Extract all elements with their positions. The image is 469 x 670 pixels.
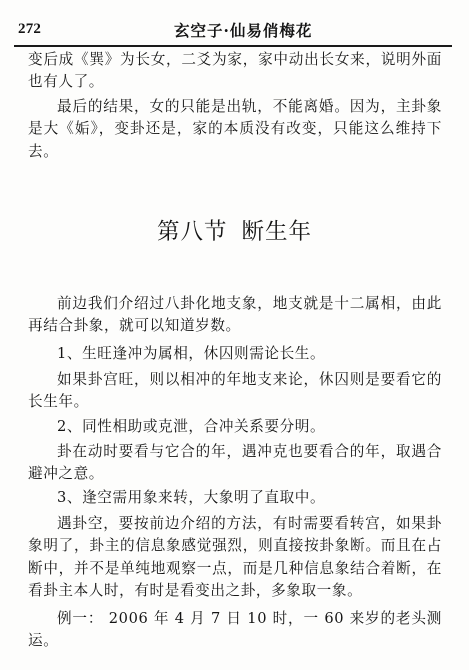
- section-title: 断生年: [241, 219, 313, 245]
- rule-3-explanation: 遇卦空，要按前边介绍的方法，有时需要看转宫，如果卦象明了，卦主的信息象感觉强烈，则直接按卦象断。而且在占断中，并不是单纯地观察一点，而是几种信息象结合着断，在看卦主本人时，有时是看变出之卦，多象取一象。: [28, 515, 442, 599]
- running-title: 玄空子·仙易俏梅花: [174, 21, 313, 40]
- section-heading: [0, 214, 469, 246]
- rule-2-explanation: 卦在动时要看与它合的年，遇冲克也要看合的年，取遇合避冲之意。: [28, 443, 442, 483]
- example-1: 例一： 2006 年 4 月 7 日 10 时，一 60 来岁的老头测运。: [28, 610, 442, 650]
- rule-1-explanation: 如果卦宫旺，则以相冲的年地支来论，休囚则是要看它的长生年。: [28, 371, 442, 411]
- paragraph-conclusion: 最后的结果，女的只能是出轨，不能离婚。因为，主卦象是大《姤》，变卦还是，家的本质没有改变，只能这么维持下去。: [28, 98, 442, 160]
- header-rule: [14, 45, 452, 47]
- paragraph-intro: 前边我们介绍过八卦化地支象，地支就是十二属相，由此再结合卦象，就可以知道岁数。: [28, 295, 442, 335]
- paragraph-continued: 变后成《巽》为长女，二爻为家，家中动出长女来，说明外面也有人了。: [28, 51, 442, 91]
- rule-2: 2、同性相助或克泄，合冲关系要分明。: [57, 418, 326, 435]
- page-header: [14, 18, 452, 44]
- section-number: 第八节: [156, 219, 228, 245]
- page-number: 272: [18, 21, 42, 37]
- rule-1: 1、生旺逢冲为属相，休囚则需论长生。: [57, 345, 326, 362]
- rule-3: 3、逢空需用象来转，大象明了直取中。: [57, 489, 326, 506]
